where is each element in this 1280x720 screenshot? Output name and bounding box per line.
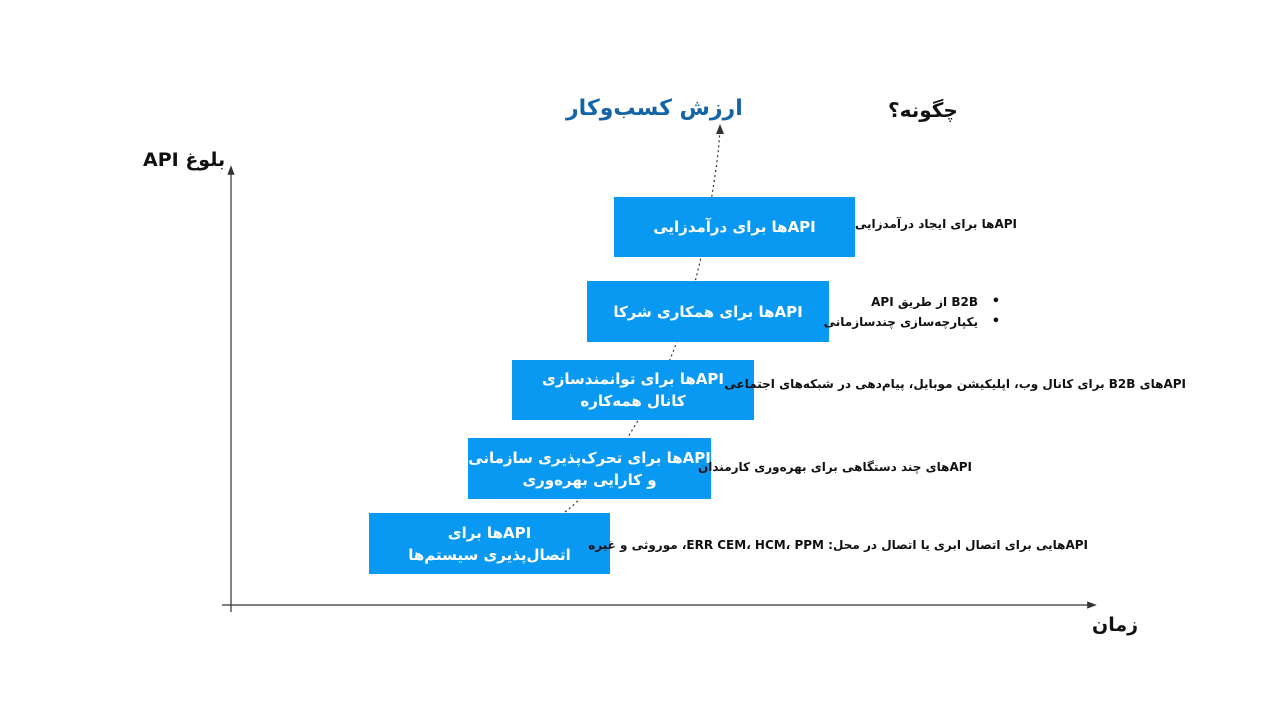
growth-curve-arrow: [716, 124, 724, 134]
step-bullets: [824, 292, 978, 332]
step-box-title: APIها برای درآمدزایی: [653, 218, 816, 236]
step-description: APIهای B2B برای کانال وب، اپلیکیشن موبایل، پیام‌دهی در شبکه‌های اجتماعی: [724, 377, 1186, 391]
x-axis-title: زمان: [1092, 614, 1139, 636]
step-box-title: APIها برای توانمندسازی: [542, 370, 724, 388]
step-box-system-connectivity: [369, 513, 610, 574]
step-box-omnichannel: [512, 360, 754, 420]
step-description: APIها برای ایجاد درآمدزایی: [854, 217, 1017, 231]
step-box-subtitle: و کارایی بهره‌وری: [522, 470, 657, 489]
business-value-label: ارزش کسب‌وکار: [566, 96, 743, 121]
step-box-subtitle: کانال همه‌کاره: [580, 392, 686, 410]
y-axis-title: بلوغ API: [143, 149, 226, 171]
step-box-title: APIها برای تحرک‌پذیری سازمانی: [468, 448, 711, 467]
bullet-item: B2B از طریق API •: [824, 292, 978, 312]
step-box-partner-collaboration: [587, 281, 829, 342]
step-box-title: APIها برای: [447, 523, 532, 542]
step-box-subtitle: اتصال‌پذیری سیستم‌ها: [408, 545, 571, 564]
how-label: چگونه؟: [888, 98, 958, 122]
step-box-title: APIها برای همکاری شرکا: [613, 302, 803, 321]
step-description: APIهایی برای اتصال ابری یا اتصال در محل: ERR CEM، HCM، PPM، موروثی و غیره: [588, 538, 1088, 552]
bullet-item: یکپارچه‌سازی چندسازمانی •: [824, 312, 978, 332]
step-box-enterprise-mobility: [468, 438, 711, 499]
step-description: APIهای چند دستگاهی برای بهره‌وری کارمندان: [698, 460, 972, 474]
step-box-monetization: [614, 197, 855, 257]
